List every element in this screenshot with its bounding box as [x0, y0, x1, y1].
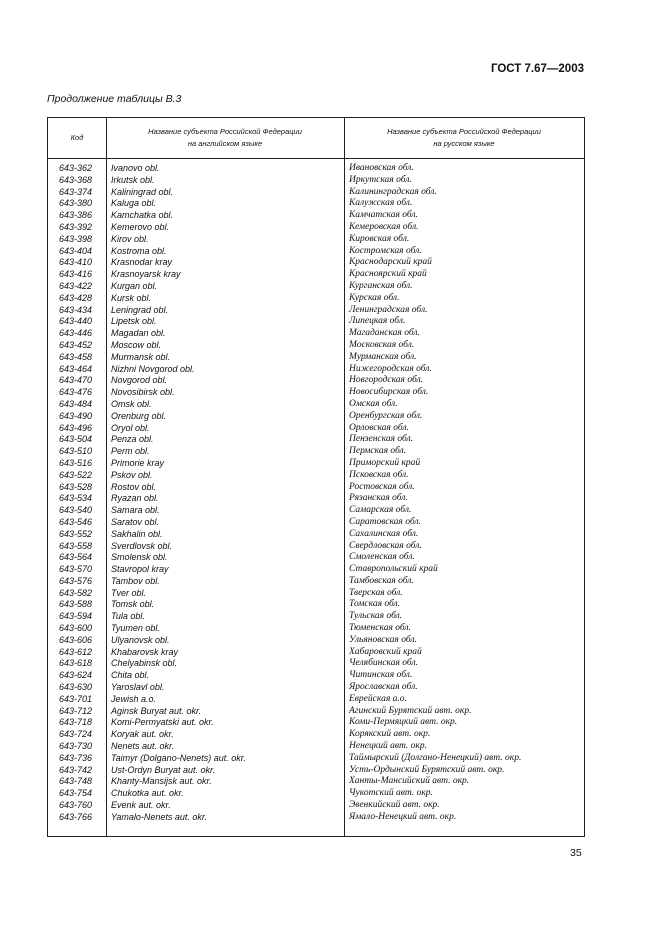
- table-row: [48, 682, 584, 694]
- cell-code: 643-374: [59, 186, 93, 197]
- cell-code: 643-540: [59, 505, 93, 516]
- table-row: [48, 411, 584, 423]
- table-row: [48, 623, 584, 635]
- cell-english-name: Kaluga obl.: [111, 198, 157, 209]
- cell-english-name: Jewish a.o.: [111, 693, 157, 704]
- cell-code: 643-760: [59, 800, 93, 811]
- cell-english-name: Saratov obl.: [111, 516, 160, 527]
- cell-russian-name: Мурманская обл.: [349, 351, 417, 362]
- cell-code: 643-718: [59, 717, 93, 728]
- cell-code: 643-600: [59, 623, 93, 634]
- table-row: [48, 281, 584, 293]
- table-row: [48, 800, 584, 812]
- cell-russian-name: Тульская обл.: [349, 611, 403, 622]
- table-row: [48, 647, 584, 659]
- cell-russian-name: Ленинградская обл.: [349, 304, 428, 315]
- table-row: [48, 776, 584, 788]
- table-row: [48, 210, 584, 222]
- cell-russian-name: Иркутская обл.: [349, 174, 412, 185]
- table-row: [48, 717, 584, 729]
- cell-code: 643-552: [59, 528, 93, 539]
- cell-code: 643-724: [59, 729, 93, 740]
- cell-russian-name: Таймырский (Долгано-Ненецкий) авт. окр.: [349, 752, 522, 763]
- table-row: [48, 198, 584, 210]
- cell-code: 643-736: [59, 752, 93, 763]
- header-russian-line2: на русском языке: [433, 139, 495, 148]
- cell-english-name: Moscow obl.: [111, 339, 162, 350]
- table-row: [48, 375, 584, 387]
- header-russian-name: [344, 118, 584, 158]
- cell-code: 643-470: [59, 375, 93, 386]
- cell-russian-name: Самарская обл.: [349, 505, 412, 516]
- cell-english-name: Tyumen obl.: [111, 623, 160, 634]
- cell-russian-name: Тюменская обл.: [349, 623, 411, 634]
- table-row: [48, 753, 584, 765]
- cell-russian-name: Томская обл.: [349, 599, 401, 610]
- table-row: [48, 658, 584, 670]
- cell-english-name: Yamalo-Nenets aut. okr.: [111, 811, 208, 822]
- table-row: [48, 175, 584, 187]
- regions-table: [47, 117, 585, 837]
- cell-code: 643-398: [59, 233, 93, 244]
- table-row: [48, 729, 584, 741]
- table-row: [48, 517, 584, 529]
- cell-english-name: Sakhalin obl.: [111, 528, 163, 539]
- cell-code: 643-594: [59, 611, 93, 622]
- table-row: [48, 446, 584, 458]
- cell-russian-name: Еврейская а.о.: [349, 693, 407, 704]
- cell-russian-name: Калининградская обл.: [349, 186, 437, 197]
- cell-russian-name: Корякский авт. окр.: [349, 729, 431, 740]
- cell-russian-name: Эвенкийский авт. окр.: [349, 800, 440, 811]
- cell-russian-name: Чукотский авт. окр.: [349, 788, 433, 799]
- cell-code: 643-582: [59, 587, 93, 598]
- table-row: [48, 788, 584, 800]
- cell-code: 643-712: [59, 705, 93, 716]
- cell-code: 643-766: [59, 811, 93, 822]
- cell-english-name: Chukotka aut. okr.: [111, 788, 184, 799]
- cell-english-name: Nizhni Novgorod obl.: [111, 363, 195, 374]
- cell-russian-name: Ивановская обл.: [349, 163, 414, 173]
- cell-english-name: Chita obl.: [111, 670, 150, 681]
- cell-english-name: Kursk obl.: [111, 292, 152, 303]
- table-row: [48, 529, 584, 541]
- cell-english-name: Krasnodar kray: [111, 257, 173, 268]
- table-row: [48, 316, 584, 328]
- cell-code: 643-618: [59, 658, 93, 669]
- cell-russian-name: Кемеровская обл.: [349, 221, 419, 232]
- cell-code: 643-458: [59, 351, 93, 362]
- page-number: 35: [570, 847, 582, 859]
- cell-russian-name: Магаданская обл.: [349, 328, 420, 339]
- table-row: [48, 482, 584, 494]
- table-row: [48, 552, 584, 564]
- cell-russian-name: Орловская обл.: [349, 422, 409, 433]
- cell-russian-name: Сахалинская обл.: [349, 528, 419, 539]
- table-row: [48, 588, 584, 600]
- table-row: [48, 328, 584, 340]
- table-row: [48, 741, 584, 753]
- cell-russian-name: Ульяновская обл.: [349, 634, 417, 645]
- cell-russian-name: Кировская обл.: [349, 233, 410, 244]
- cell-code: 643-522: [59, 469, 93, 480]
- cell-code: 643-476: [59, 387, 93, 398]
- table-row: [48, 635, 584, 647]
- cell-russian-name: Псковская обл.: [349, 469, 409, 480]
- cell-english-name: Rostov obl.: [111, 481, 157, 492]
- cell-code: 643-516: [59, 457, 93, 468]
- cell-code: 643-558: [59, 540, 93, 551]
- cell-code: 643-612: [59, 646, 93, 657]
- cell-code: 643-496: [59, 422, 93, 433]
- cell-russian-name: Нижегородская обл.: [349, 363, 432, 374]
- table-row: [48, 340, 584, 352]
- table-row: [48, 352, 584, 364]
- cell-code: 643-534: [59, 493, 93, 504]
- cell-english-name: Yaroslavl obl.: [111, 682, 165, 693]
- table-row: [48, 576, 584, 588]
- cell-russian-name: Новгородская обл.: [349, 375, 424, 386]
- table-row: [48, 765, 584, 777]
- cell-russian-name: Пензенская обл.: [349, 434, 414, 445]
- cell-english-name: Chelyabinsk obl.: [111, 658, 178, 669]
- cell-code: 643-576: [59, 575, 93, 586]
- cell-english-name: Ivanovo obl.: [111, 163, 160, 173]
- cell-english-name: Perm obl.: [111, 446, 150, 457]
- cell-code: 643-546: [59, 516, 93, 527]
- cell-code: 643-362: [59, 163, 93, 173]
- cell-russian-name: Ростовская обл.: [349, 481, 415, 492]
- cell-english-name: Pskov obl.: [111, 469, 153, 480]
- cell-english-name: Kirov obl.: [111, 233, 149, 244]
- cell-english-name: Oryol obl.: [111, 422, 150, 433]
- cell-english-name: Primorie kray: [111, 457, 165, 468]
- cell-russian-name: Красноярский край: [349, 269, 427, 280]
- cell-english-name: Aginsk Buryat aut. okr.: [111, 705, 202, 716]
- cell-english-name: Kostroma obl.: [111, 245, 167, 256]
- cell-english-name: Taimyr (Dolgano-Nenets) aut. okr.: [111, 752, 246, 763]
- cell-russian-name: Курская обл.: [349, 292, 400, 303]
- cell-code: 643-606: [59, 634, 93, 645]
- cell-russian-name: Смоленская обл.: [349, 552, 415, 563]
- cell-code: 643-490: [59, 410, 93, 421]
- cell-russian-name: Саратовская обл.: [349, 516, 421, 527]
- cell-russian-name: Московская обл.: [349, 339, 415, 350]
- cell-russian-name: Костромская обл.: [349, 245, 422, 256]
- cell-russian-name: Тамбовская обл.: [349, 575, 414, 586]
- cell-english-name: Novgorod obl.: [111, 375, 168, 386]
- header-code: [48, 118, 106, 158]
- header-english-line1: Название субъекта Российской Федерации: [148, 127, 302, 136]
- cell-code: 643-510: [59, 446, 93, 457]
- table-row: [48, 599, 584, 611]
- table-row: [48, 163, 584, 175]
- table-row: [48, 812, 584, 824]
- cell-russian-name: Приморский край: [349, 457, 421, 468]
- cell-russian-name: Курганская обл.: [349, 280, 413, 291]
- cell-english-name: Lipetsk obl.: [111, 316, 157, 327]
- table-row: [48, 387, 584, 399]
- table-caption: Продолжение таблицы В.3: [47, 93, 182, 105]
- cell-code: 643-624: [59, 670, 93, 681]
- table-row: [48, 364, 584, 376]
- table-row: [48, 706, 584, 718]
- table-row: [48, 305, 584, 317]
- cell-english-name: Koryak aut. okr.: [111, 729, 174, 740]
- cell-code: 643-570: [59, 564, 93, 575]
- cell-english-name: Irkutsk obl.: [111, 174, 155, 185]
- cell-code: 643-434: [59, 304, 93, 315]
- cell-code: 643-416: [59, 269, 93, 280]
- table-row: [48, 246, 584, 258]
- cell-russian-name: Липецкая обл.: [349, 316, 406, 327]
- cell-code: 643-404: [59, 245, 93, 256]
- cell-code: 643-504: [59, 434, 93, 445]
- cell-russian-name: Ярославская обл.: [349, 682, 418, 693]
- cell-code: 643-630: [59, 682, 93, 693]
- cell-english-name: Murmansk obl.: [111, 351, 171, 362]
- table-row: [48, 293, 584, 305]
- cell-english-name: Ulyanovsk obl.: [111, 634, 170, 645]
- cell-english-name: Penza obl.: [111, 434, 154, 445]
- cell-english-name: Kemerovo obl.: [111, 221, 170, 232]
- cell-russian-name: Оренбургская обл.: [349, 410, 423, 421]
- cell-code: 643-464: [59, 363, 93, 374]
- table-row: [48, 269, 584, 281]
- cell-code: 643-422: [59, 280, 93, 291]
- cell-english-name: Omsk obl.: [111, 398, 152, 409]
- cell-english-name: Komi-Permyatski aut. okr.: [111, 717, 214, 728]
- cell-code: 643-392: [59, 221, 93, 232]
- cell-code: 643-748: [59, 776, 93, 787]
- cell-code: 643-368: [59, 174, 93, 185]
- header-english-line2: на английском языке: [187, 139, 263, 148]
- cell-russian-name: Ненецкий авт. окр.: [349, 741, 427, 752]
- cell-russian-name: Тверская обл.: [349, 587, 403, 598]
- cell-code: 643-588: [59, 599, 93, 610]
- cell-russian-name: Ямало-Ненецкий авт. окр.: [349, 811, 457, 822]
- cell-english-name: Sverdlovsk obl.: [111, 540, 173, 551]
- table-row: [48, 611, 584, 623]
- cell-code: 643-452: [59, 339, 93, 350]
- cell-russian-name: Омская обл.: [349, 398, 398, 409]
- cell-english-name: Khanty-Mansijsk aut. okr.: [111, 776, 212, 787]
- cell-english-name: Khabarovsk kray: [111, 646, 179, 657]
- cell-english-name: Kurgan obl.: [111, 280, 158, 291]
- table-row: [48, 505, 584, 517]
- cell-english-name: Leningrad obl.: [111, 304, 169, 315]
- table-header: [48, 118, 584, 159]
- cell-code: 643-410: [59, 257, 93, 268]
- table-row: [48, 257, 584, 269]
- table-row: [48, 541, 584, 553]
- cell-english-name: Smolensk obl.: [111, 552, 168, 563]
- table-body: [48, 163, 584, 824]
- cell-english-name: Kamchatka obl.: [111, 210, 174, 221]
- table-row: [48, 493, 584, 505]
- cell-english-name: Novosibirsk obl.: [111, 387, 175, 398]
- cell-russian-name: Камчатская обл.: [349, 210, 418, 221]
- table-row: [48, 564, 584, 576]
- cell-russian-name: Пермская обл.: [349, 446, 407, 457]
- cell-code: 643-730: [59, 741, 93, 752]
- cell-russian-name: Усть-Ордынский Бурятский авт. окр.: [349, 764, 505, 775]
- cell-russian-name: Свердловская обл.: [349, 540, 422, 551]
- cell-english-name: Samara obl.: [111, 505, 160, 516]
- cell-english-name: Tver obl.: [111, 587, 147, 598]
- cell-english-name: Tomsk obl.: [111, 599, 155, 610]
- cell-russian-name: Краснодарский край: [349, 257, 432, 268]
- standard-designation: ГОСТ 7.67—2003: [490, 63, 584, 75]
- cell-english-name: Tambov obl.: [111, 575, 160, 586]
- table-row: [48, 434, 584, 446]
- cell-english-name: Magadan obl.: [111, 328, 166, 339]
- cell-code: 643-742: [59, 764, 93, 775]
- table-row: [48, 234, 584, 246]
- cell-code: 643-564: [59, 552, 93, 563]
- cell-code: 643-701: [59, 693, 93, 704]
- cell-russian-name: Калужская обл.: [349, 198, 413, 209]
- cell-russian-name: Рязанская обл.: [349, 493, 408, 504]
- cell-russian-name: Челябинская обл.: [349, 658, 418, 669]
- cell-russian-name: Читинская обл.: [349, 670, 413, 681]
- cell-english-name: Orenburg obl.: [111, 410, 167, 421]
- table-row: [48, 694, 584, 706]
- table-row: [48, 222, 584, 234]
- header-english-name: [106, 118, 344, 158]
- cell-english-name: Kaliningrad obl.: [111, 186, 174, 197]
- table-row: [48, 458, 584, 470]
- cell-code: 643-446: [59, 328, 93, 339]
- table-row: [48, 670, 584, 682]
- table-row: [48, 470, 584, 482]
- cell-english-name: Ust-Ordyn Buryat aut. okr.: [111, 764, 216, 775]
- cell-russian-name: Ставропольский край: [349, 564, 438, 575]
- cell-english-name: Nenets aut. okr.: [111, 741, 175, 752]
- table-row: [48, 399, 584, 411]
- header-russian-line1: Название субъекта Российской Федерации: [387, 127, 541, 136]
- cell-code: 643-754: [59, 788, 93, 799]
- cell-russian-name: Агинский Бурятский авт. окр.: [349, 705, 472, 716]
- cell-russian-name: Коми-Пермяцкий авт. окр.: [349, 717, 458, 728]
- cell-english-name: Krasnoyarsk kray: [111, 269, 181, 280]
- cell-russian-name: Хабаровский край: [349, 646, 422, 657]
- table-row: [48, 187, 584, 199]
- cell-code: 643-440: [59, 316, 93, 327]
- cell-code: 643-528: [59, 481, 93, 492]
- header-code-label: Код: [70, 133, 84, 142]
- cell-russian-name: Новосибирская обл.: [349, 387, 429, 398]
- cell-code: 643-380: [59, 198, 93, 209]
- cell-code: 643-484: [59, 398, 93, 409]
- cell-russian-name: Ханты-Мансийский авт. окр.: [349, 776, 470, 787]
- cell-english-name: Tula obl.: [111, 611, 145, 622]
- cell-code: 643-428: [59, 292, 93, 303]
- cell-code: 643-386: [59, 210, 93, 221]
- cell-english-name: Ryazan obl.: [111, 493, 159, 504]
- cell-english-name: Evenk aut. okr.: [111, 800, 171, 811]
- cell-english-name: Stavropol kray: [111, 564, 169, 575]
- table-row: [48, 423, 584, 435]
